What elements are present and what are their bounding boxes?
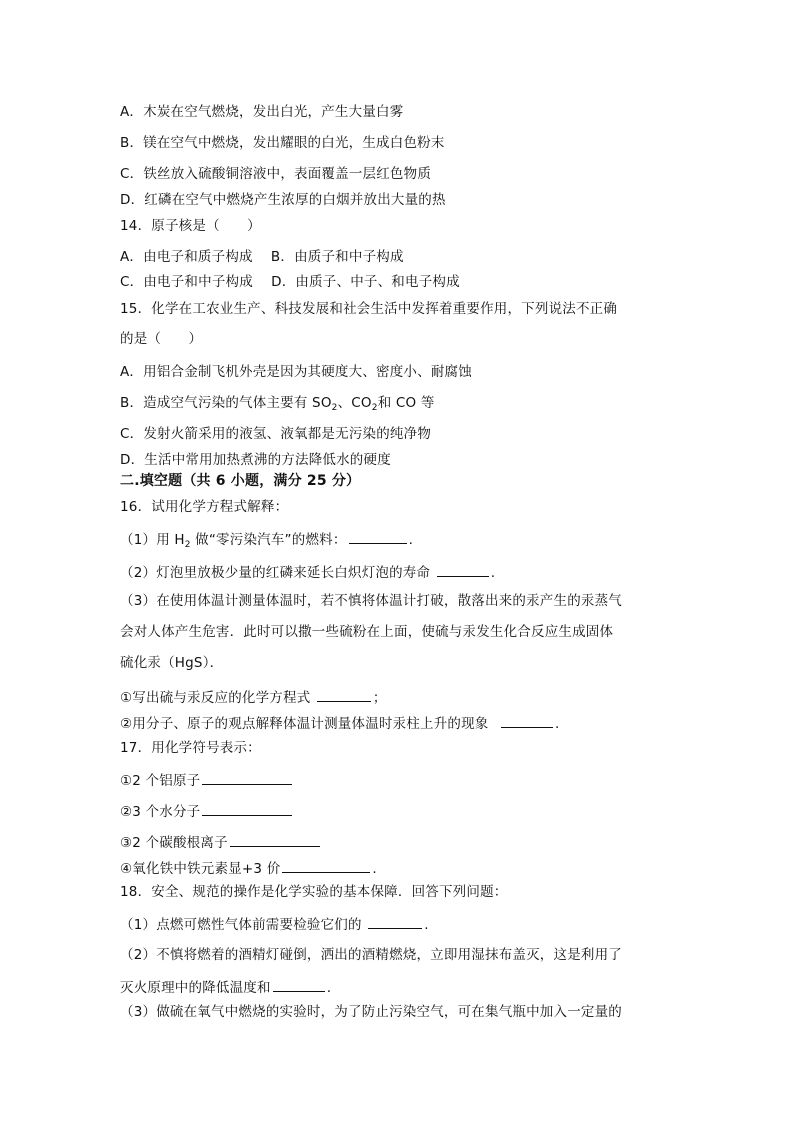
q17-item1 [120,770,294,790]
option-text: A．木炭在空气燃烧，发出白光，产生大量白雾 [120,104,404,120]
option-text: C．由电子和中子构成 D．由质子、中子、和电子构成 [120,274,460,290]
q18-part3-line1 [120,1003,622,1021]
answer-blank[interactable] [437,562,489,577]
punctuation: . [555,716,560,732]
question-text: ①写出硫与汞反应的化学方程式 [120,690,311,706]
q15-option-a [120,363,472,381]
punctuation: ； [372,690,387,706]
q18-stem [120,883,507,901]
q16-part1 [120,529,413,549]
question-text: ④氧化铁中铁元素显+3 价 [120,861,281,877]
option-text: 、CO [337,395,372,411]
question-text: 17．用化学符号表示： [120,740,261,756]
q16-part2 [120,562,495,582]
q18-part2-line2 [120,977,331,997]
question-text: 会对人体产生危害．此时可以撒一些硫粉在上面，使硫与汞发生化合反应生成固体 [120,624,614,640]
q14-options-ab [120,248,404,266]
question-text: （2）不慎将燃着的酒精灯碰倒，洒出的酒精燃烧，立即用湿抹布盖灭，这是利用了 [120,947,622,963]
answer-blank[interactable] [230,832,320,847]
subscript: 2 [184,540,191,550]
q14-options-cd [120,273,460,291]
answer-blank[interactable] [368,914,422,929]
option-text: B．造成空气污染的气体主要有 SO [120,395,332,411]
section-title [120,472,360,490]
question-text: 15．化学在工农业生产、科技发展和社会生活中发挥着重要作用，下列说法不正确 [120,301,618,317]
question-text: ②3 个水分子 [120,804,201,820]
q15-option-c [120,425,431,443]
option-text: C．发射火箭采用的液氢、液氧都是无污染的纯净物 [120,426,432,442]
q17-item4 [120,858,377,878]
answer-blank[interactable] [282,858,370,873]
q15-option-b [120,394,435,412]
question-text: 的是（ ） [120,331,203,347]
question-text: 16．试用化学方程式解释： [120,499,289,515]
section-heading: 二.填空题（共 6 小题，满分 25 分） [120,473,361,489]
q18-part1 [120,914,429,934]
question-text: 做“零污染汽车”的燃料： [190,532,347,548]
q16-part3-line1 [120,592,622,610]
option-text: A．用铝合金制飞机外壳是因为其硬度大、密度小、耐腐蚀 [120,364,472,380]
question-text: ①2 个铝原子 [120,773,201,789]
answer-blank[interactable] [202,801,292,816]
question-text: （1）点燃可燃性气体前需要检验它们的 [120,917,362,933]
option-text: B．镁在空气中燃烧，发出耀眼的白光，生成白色粉末 [120,135,445,151]
subscript: 2 [331,403,338,413]
punctuation: . [326,980,332,996]
option-text: 和 CO 等 [377,395,435,411]
q13-option-c [120,165,431,183]
punctuation: . [490,565,496,581]
q17-item2 [120,801,294,821]
question-text: 18．安全、规范的操作是化学实验的基本保障．回答下列问题： [120,884,508,900]
q16-part3-line2 [120,623,613,641]
q13-option-a [120,103,403,121]
question-text: ②用分子、原子的观点解释体温计测量体温时汞柱上升的现象 [120,716,489,732]
q13-option-d [120,191,446,209]
q16-sub2 [120,713,560,733]
answer-blank[interactable] [317,687,371,702]
answer-blank[interactable] [202,770,292,785]
question-text: （3）在使用体温计测量体温时，若不慎将体温计打破，散落出来的汞产生的汞蒸气 [120,593,622,609]
question-text: （3）做硫在氧气中燃烧的实验时，为了防止污染空气，可在集气瓶中加入一定量的 [120,1004,622,1020]
answer-blank[interactable] [273,977,325,992]
punctuation: . [408,532,414,548]
q14-stem [120,217,261,235]
subscript: 2 [371,403,378,413]
q18-part2-line1 [120,946,622,964]
q15-option-d [120,451,391,469]
option-text: C．铁丝放入硫酸铜溶液中，表面覆盖一层红色物质 [120,166,432,182]
answer-blank[interactable] [349,529,407,544]
q15-stem-line1 [120,300,617,318]
option-text: A．由电子和质子构成 B．由质子和中子构成 [120,249,404,265]
question-text: 14．原子核是（ ） [120,218,261,234]
option-text: D．红磷在空气中燃烧产生浓厚的白烟并放出大量的热 [120,192,446,208]
question-text: （1）用 H [120,532,185,548]
q13-option-b [120,134,445,152]
q17-item3 [120,832,322,852]
q17-stem [120,739,261,757]
q16-part3-line3 [120,654,223,672]
option-text: D．生活中常用加热煮沸的方法降低水的硬度 [120,452,391,468]
q16-stem [120,498,288,516]
question-text: 硫化汞（HgS）． [120,655,224,671]
question-text: （2）灯泡里放极少量的红磷来延长白炽灯泡的寿命 [120,565,431,581]
q16-sub1 [120,687,387,707]
punctuation: . [424,917,429,933]
question-text: 灭火原理中的降低温度和 [120,980,271,996]
answer-blank[interactable] [501,713,553,728]
question-text: ③2 个碳酸根离子 [120,835,228,851]
q15-stem-line2 [120,330,202,348]
punctuation: . [372,861,377,877]
